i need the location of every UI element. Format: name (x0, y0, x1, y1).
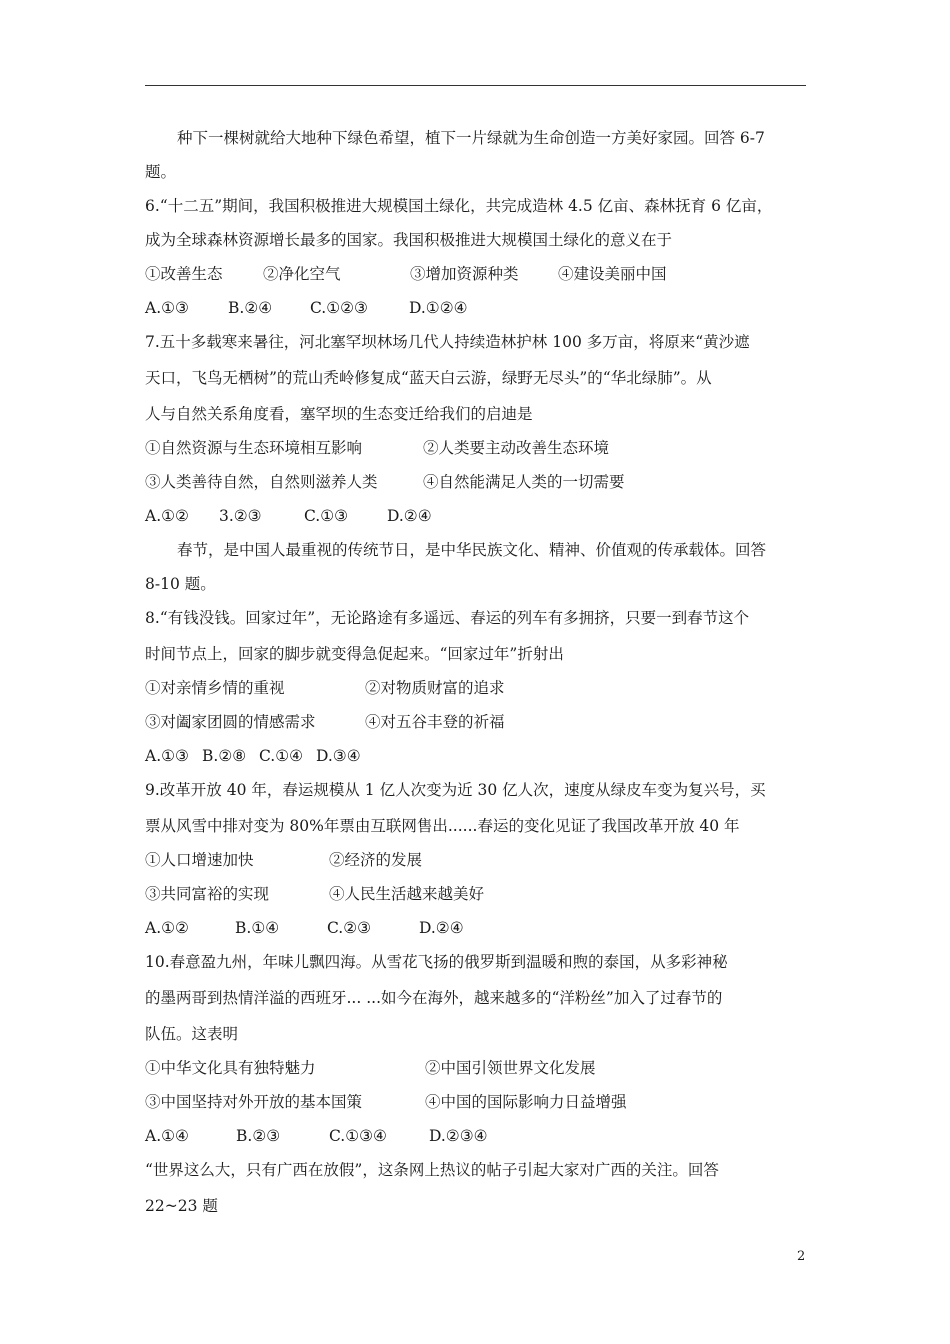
option: ③共同富裕的实现 (145, 885, 270, 903)
answer-choices (145, 502, 820, 536)
question-options (145, 434, 820, 468)
option: ②中国引领世界文化发展 (425, 1059, 596, 1077)
answer-choice: A.①② (145, 919, 189, 937)
answer-choices (145, 294, 820, 328)
option: ④人民生活越来越美好 (329, 885, 485, 903)
question-options (145, 260, 820, 294)
header-rule (145, 85, 806, 86)
question-options (145, 674, 820, 708)
answer-choice: A.①④ (145, 1127, 189, 1145)
option: ②人类要主动改善生态环境 (423, 439, 610, 457)
answer-choice: B.②③ (236, 1127, 281, 1145)
question-stem: 7.五十多载寒来暑往，河北塞罕坝林场几代人持续造林护林 100 多万亩，将原来“黄沙遮 (145, 333, 750, 351)
option: ①对亲情乡情的重视 (145, 679, 285, 697)
option: ③中国坚持对外开放的基本国策 (145, 1093, 363, 1111)
question-stem: 8.“有钱没钱。回家过年”，无论路途有多遥远、春运的列车有多拥挤，只要一到春节这个 (145, 609, 750, 627)
question-stem: 9.改革开放 40 年，春运规模从 1 亿人次变为近 30 亿人次，速度从绿皮车变为复兴号，买 (145, 781, 766, 799)
option: ②对物质财富的追求 (365, 679, 505, 697)
question-stem: 时间节点上，回家的脚步就变得急促起来。“回家过年”折射出 (145, 645, 564, 663)
answer-choice: D.②④ (387, 507, 432, 525)
intro-paragraph: 春节，是中国人最重视的传统节日，是中华民族文化、精神、价值观的传承载体。回答 (177, 541, 767, 559)
intro-paragraph-cont: 8-10 题。 (145, 575, 216, 593)
intro-paragraph: “世界这么大，只有广西在放假”，这条网上热议的帖子引起大家对广西的关注。回答 (145, 1161, 719, 1179)
question-options (145, 846, 820, 880)
answer-choices (145, 914, 820, 948)
option: ②经济的发展 (329, 851, 423, 869)
answer-choice: 3.②③ (219, 507, 262, 525)
answer-choice: C.②③ (327, 919, 372, 937)
option: ④对五谷丰登的祈福 (365, 713, 505, 731)
question-stem: 票从风雪中排对变为 80%年票由互联网售出......春运的变化见证了我国改革开放 40 年 (145, 817, 740, 835)
question-stem: 成为全球森林资源增长最多的国家。我国积极推进大规模国土绿化的意义在于 (145, 231, 673, 249)
option: ③增加资源种类 (410, 265, 519, 283)
answer-choice: C.①③ (304, 507, 349, 525)
option: ②净化空气 (263, 265, 341, 283)
question-options (145, 1054, 820, 1088)
answer-choice: A.①③ (145, 299, 189, 317)
intro-paragraph: 种下一棵树就给大地种下绿色希望，植下一片绿就为生命创造一方美好家园。回答 6-7 (177, 129, 765, 147)
question-stem: 天口，飞鸟无栖树”的荒山秃岭修复成“蓝天白云游，绿野无尽头”的“华北绿肺”。从 (145, 369, 712, 387)
question-stem: 6.“十二五”期间，我国积极推进大规模国土绿化，共完成造林 4.5 亿亩、森林抚育 6 亿亩， (145, 197, 773, 215)
option: ①人口增速加快 (145, 851, 254, 869)
option: ④建设美丽中国 (558, 265, 667, 283)
answer-choice: A.①② (145, 507, 189, 525)
answer-choices (145, 742, 820, 776)
intro-paragraph-cont: 题。 (145, 163, 177, 181)
question-options (145, 1088, 820, 1122)
option: ①改善生态 (145, 265, 223, 283)
answer-choice: D.③④ (316, 747, 361, 765)
page-number: 2 (797, 1249, 806, 1264)
answer-choice: B.①④ (235, 919, 280, 937)
answer-choice: D.②③④ (429, 1127, 488, 1145)
question-options (145, 708, 820, 742)
answer-choice: D.②④ (419, 919, 464, 937)
question-stem: 队伍。这表明 (145, 1025, 239, 1043)
intro-paragraph-cont: 22~23 题 (145, 1197, 218, 1215)
answer-choice: A.①③ (145, 747, 189, 765)
answer-choice: D.①②④ (409, 299, 468, 317)
option: ③对阖家团圆的情感需求 (145, 713, 316, 731)
answer-choice: C.①②③ (310, 299, 368, 317)
question-stem: 人与自然关系角度看，塞罕坝的生态变迁给我们的启迪是 (145, 405, 533, 423)
question-stem: 10.春意盈九州，年味儿飘四海。从雪花飞扬的俄罗斯到温暖和煦的泰国，从多彩神秘 (145, 953, 728, 971)
option: ④自然能满足人类的一切需要 (423, 473, 625, 491)
option: ①自然资源与生态环境相互影响 (145, 439, 363, 457)
document-body (145, 124, 820, 1226)
question-options (145, 468, 820, 502)
answer-choices (145, 1122, 820, 1156)
option: ④中国的国际影响力日益增强 (425, 1093, 627, 1111)
answer-choice: B.②④ (228, 299, 273, 317)
answer-choice: C.①③④ (329, 1127, 387, 1145)
question-options (145, 880, 820, 914)
option: ①中华文化具有独特魅力 (145, 1059, 316, 1077)
answer-choice: B.②⑧ (202, 747, 247, 765)
option: ③人类善待自然，自然则滋养人类 (145, 473, 378, 491)
answer-choice: C.①④ (259, 747, 304, 765)
question-stem: 的墨两哥到热情洋溢的西班牙... ...如今在海外，越来越多的“洋粉丝”加入了过春节的 (145, 989, 723, 1007)
